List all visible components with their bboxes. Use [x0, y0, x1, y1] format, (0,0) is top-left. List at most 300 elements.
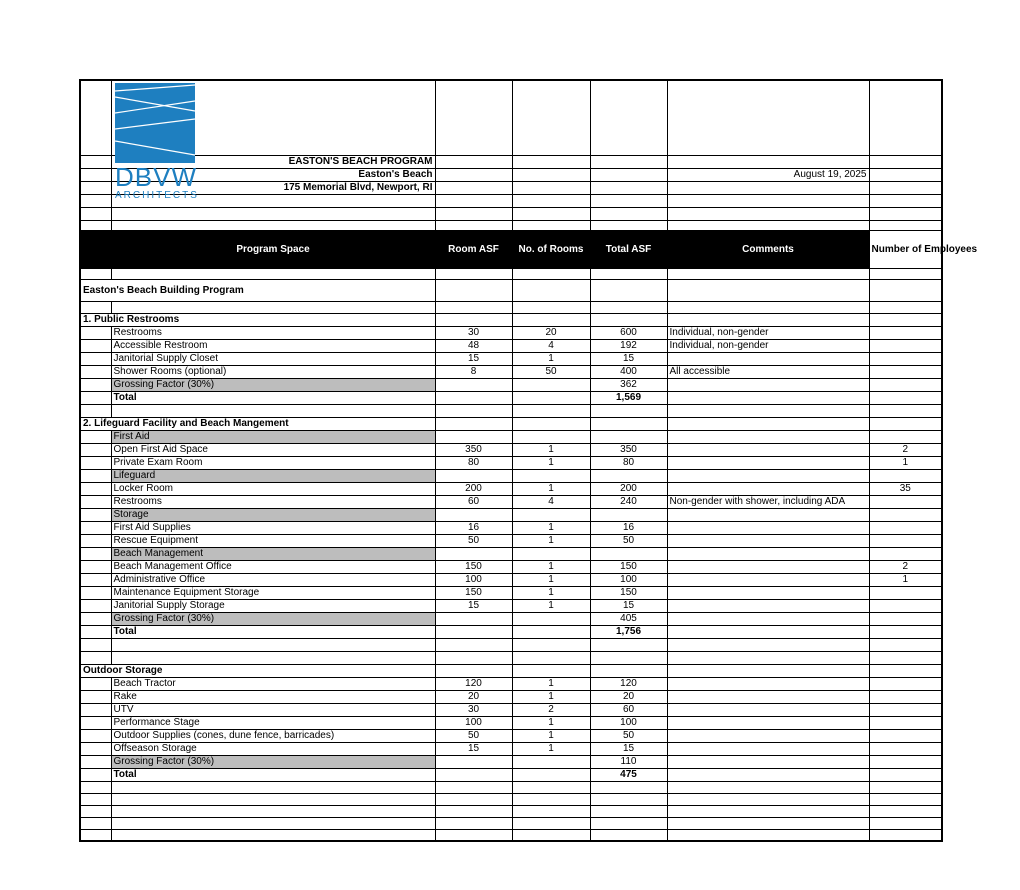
employees: 35	[869, 482, 942, 495]
employees	[869, 391, 942, 404]
total-asf: 16	[590, 521, 667, 534]
empty-cell	[869, 313, 942, 326]
space-name: Beach Tractor	[111, 677, 435, 690]
num-rooms	[512, 625, 590, 638]
empty-cell	[435, 313, 512, 326]
empty-cell	[590, 417, 667, 430]
subsection-label: First Aid	[111, 430, 435, 443]
comment	[667, 703, 869, 716]
col-program-space: Program Space	[111, 230, 435, 268]
empty-cell	[512, 508, 590, 521]
employees	[869, 768, 942, 781]
subsection-label: Lifeguard	[111, 469, 435, 482]
room-asf: 15	[435, 599, 512, 612]
table-row	[80, 443, 942, 456]
empty-cell	[111, 638, 435, 651]
num-rooms	[512, 391, 590, 404]
empty-cell	[435, 404, 512, 417]
num-rooms: 1	[512, 599, 590, 612]
employees: 1	[869, 573, 942, 586]
empty-cell	[590, 404, 667, 417]
space-name: Total	[111, 625, 435, 638]
empty-cell	[435, 417, 512, 430]
employees: 1	[869, 456, 942, 469]
empty-cell	[512, 313, 590, 326]
empty-cell	[512, 638, 590, 651]
empty-cell	[590, 829, 667, 841]
empty-cell	[80, 599, 111, 612]
empty-cell	[80, 805, 111, 817]
room-asf	[435, 625, 512, 638]
num-rooms: 1	[512, 534, 590, 547]
space-name: Shower Rooms (optional)	[111, 365, 435, 378]
spacer-row	[80, 817, 942, 829]
room-asf	[435, 768, 512, 781]
comment	[667, 573, 869, 586]
grossing-row	[80, 612, 942, 625]
room-asf: 50	[435, 534, 512, 547]
program-title: EASTON'S BEACH PROGRAM	[111, 155, 435, 168]
space-name: Performance Stage	[111, 716, 435, 729]
total-asf: 1,756	[590, 625, 667, 638]
employees	[869, 326, 942, 339]
comment	[667, 391, 869, 404]
section-title: 1. Public Restrooms	[80, 313, 435, 326]
comment	[667, 755, 869, 768]
empty-cell	[512, 651, 590, 664]
num-rooms: 1	[512, 742, 590, 755]
total-asf: 192	[590, 339, 667, 352]
room-asf: 15	[435, 352, 512, 365]
total-row	[80, 625, 942, 638]
num-rooms: 1	[512, 729, 590, 742]
room-asf: 100	[435, 716, 512, 729]
empty-cell	[80, 560, 111, 573]
table-row	[80, 365, 942, 378]
empty-cell	[80, 521, 111, 534]
empty-cell	[869, 508, 942, 521]
employees	[869, 716, 942, 729]
room-asf	[435, 755, 512, 768]
empty-cell	[80, 703, 111, 716]
empty-cell	[80, 793, 111, 805]
subsection-row	[80, 430, 942, 443]
employees	[869, 677, 942, 690]
empty-cell	[111, 829, 435, 841]
table-row	[80, 560, 942, 573]
comment	[667, 443, 869, 456]
total-asf: 100	[590, 573, 667, 586]
col-comments: Comments	[667, 230, 869, 268]
total-asf: 150	[590, 586, 667, 599]
empty-cell	[869, 430, 942, 443]
space-name: Janitorial Supply Closet	[111, 352, 435, 365]
space-name: First Aid Supplies	[111, 521, 435, 534]
empty-cell	[869, 417, 942, 430]
employees	[869, 755, 942, 768]
comment	[667, 521, 869, 534]
empty-cell	[80, 677, 111, 690]
num-rooms: 1	[512, 521, 590, 534]
spacer-row	[80, 638, 942, 651]
comment	[667, 586, 869, 599]
table-row	[80, 456, 942, 469]
space-name: Beach Management Office	[111, 560, 435, 573]
table-row	[80, 690, 942, 703]
empty-cell	[80, 716, 111, 729]
empty-cell	[80, 638, 111, 651]
empty-cell	[111, 805, 435, 817]
header-spacer-row	[80, 80, 942, 155]
empty-cell	[80, 729, 111, 742]
empty-cell	[111, 651, 435, 664]
empty-cell	[667, 547, 869, 560]
grossing-row	[80, 378, 942, 391]
empty-cell	[869, 805, 942, 817]
employees	[869, 625, 942, 638]
empty-cell	[512, 664, 590, 677]
employees	[869, 495, 942, 508]
subsection-row	[80, 469, 942, 482]
employees	[869, 729, 942, 742]
num-rooms: 1	[512, 352, 590, 365]
room-asf: 80	[435, 456, 512, 469]
building-program-title: Easton's Beach Building Program	[80, 279, 435, 301]
empty-cell	[435, 805, 512, 817]
room-asf: 15	[435, 742, 512, 755]
table-row	[80, 521, 942, 534]
num-rooms: 50	[512, 365, 590, 378]
comment: All accessible	[667, 365, 869, 378]
num-rooms: 20	[512, 326, 590, 339]
empty-cell	[590, 793, 667, 805]
empty-cell	[80, 378, 111, 391]
space-name: Rake	[111, 690, 435, 703]
empty-cell	[80, 625, 111, 638]
num-rooms: 1	[512, 573, 590, 586]
total-asf: 405	[590, 612, 667, 625]
num-rooms	[512, 768, 590, 781]
num-rooms: 1	[512, 690, 590, 703]
table-row	[80, 482, 942, 495]
total-asf: 20	[590, 690, 667, 703]
subsection-label: Storage	[111, 508, 435, 521]
num-rooms: 1	[512, 716, 590, 729]
empty-cell	[667, 430, 869, 443]
empty-cell	[80, 339, 111, 352]
empty-cell	[435, 781, 512, 793]
col-room-asf: Room ASF	[435, 230, 512, 268]
employees	[869, 612, 942, 625]
total-asf: 120	[590, 677, 667, 690]
empty-cell	[667, 469, 869, 482]
empty-cell	[869, 781, 942, 793]
empty-cell	[667, 817, 869, 829]
empty-cell	[80, 469, 111, 482]
comment	[667, 768, 869, 781]
comment	[667, 716, 869, 729]
empty-cell	[869, 469, 942, 482]
empty-cell	[667, 508, 869, 521]
space-name: Janitorial Supply Storage	[111, 599, 435, 612]
employees	[869, 521, 942, 534]
space-name: Accessible Restroom	[111, 339, 435, 352]
comment	[667, 612, 869, 625]
employees	[869, 703, 942, 716]
empty-cell	[80, 690, 111, 703]
empty-cell	[667, 404, 869, 417]
total-asf: 1,569	[590, 391, 667, 404]
comment: Individual, non-gender	[667, 326, 869, 339]
employees	[869, 352, 942, 365]
empty-cell	[512, 417, 590, 430]
empty-cell	[435, 829, 512, 841]
comment	[667, 560, 869, 573]
table-row	[80, 586, 942, 599]
room-asf: 30	[435, 326, 512, 339]
empty-cell	[80, 352, 111, 365]
empty-cell	[80, 547, 111, 560]
total-asf: 150	[590, 560, 667, 573]
num-rooms: 1	[512, 456, 590, 469]
total-asf: 60	[590, 703, 667, 716]
room-asf: 60	[435, 495, 512, 508]
comment	[667, 677, 869, 690]
logo-lines-icon	[115, 83, 195, 163]
table-row	[80, 352, 942, 365]
room-asf: 350	[435, 443, 512, 456]
total-asf: 600	[590, 326, 667, 339]
empty-cell	[590, 313, 667, 326]
logo-wordmark: DBVW	[115, 162, 197, 192]
empty-cell	[80, 326, 111, 339]
empty-cell	[667, 829, 869, 841]
empty-cell	[80, 404, 111, 417]
empty-cell	[512, 829, 590, 841]
employees	[869, 365, 942, 378]
employees	[869, 586, 942, 599]
room-asf: 200	[435, 482, 512, 495]
empty-cell	[667, 805, 869, 817]
total-asf: 200	[590, 482, 667, 495]
empty-cell	[590, 651, 667, 664]
comment	[667, 690, 869, 703]
space-name: Open First Aid Space	[111, 443, 435, 456]
table-row	[80, 677, 942, 690]
logo-subtitle: ARCHITECTS	[115, 190, 199, 201]
total-asf: 362	[590, 378, 667, 391]
comment	[667, 599, 869, 612]
comment	[667, 378, 869, 391]
table-row	[80, 339, 942, 352]
total-asf: 350	[590, 443, 667, 456]
space-name: Administrative Office	[111, 573, 435, 586]
subsection-row	[80, 508, 942, 521]
comment	[667, 352, 869, 365]
spacer-row	[80, 781, 942, 793]
num-rooms: 4	[512, 339, 590, 352]
comment: Individual, non-gender	[667, 339, 869, 352]
num-rooms: 1	[512, 443, 590, 456]
empty-cell	[111, 793, 435, 805]
total-asf: 400	[590, 365, 667, 378]
spacer-row	[80, 793, 942, 805]
empty-cell	[80, 443, 111, 456]
empty-cell	[590, 547, 667, 560]
empty-cell	[512, 404, 590, 417]
empty-cell	[435, 664, 512, 677]
comment: Non-gender with shower, including ADA	[667, 495, 869, 508]
total-asf: 475	[590, 768, 667, 781]
empty-cell	[512, 817, 590, 829]
table-row	[80, 729, 942, 742]
empty-cell	[435, 638, 512, 651]
comment	[667, 625, 869, 638]
empty-cell	[80, 495, 111, 508]
employees	[869, 534, 942, 547]
room-asf: 20	[435, 690, 512, 703]
empty-cell	[80, 573, 111, 586]
subsection-label: Beach Management	[111, 547, 435, 560]
total-asf: 15	[590, 352, 667, 365]
empty-cell	[80, 482, 111, 495]
table-row	[80, 326, 942, 339]
space-name: Restrooms	[111, 326, 435, 339]
num-rooms	[512, 378, 590, 391]
space-name: Private Exam Room	[111, 456, 435, 469]
empty-cell	[869, 817, 942, 829]
empty-cell	[590, 508, 667, 521]
empty-cell	[435, 469, 512, 482]
empty-cell	[590, 664, 667, 677]
empty-cell	[80, 742, 111, 755]
num-rooms: 4	[512, 495, 590, 508]
section-title-row	[80, 417, 942, 430]
employees: 2	[869, 443, 942, 456]
total-asf: 100	[590, 716, 667, 729]
space-name: Outdoor Supplies (cones, dune fence, barricades)	[111, 729, 435, 742]
space-name: Total	[111, 391, 435, 404]
dbvw-logo	[115, 83, 199, 203]
table-row	[80, 716, 942, 729]
table-row	[80, 534, 942, 547]
empty-cell	[667, 313, 869, 326]
empty-cell	[590, 781, 667, 793]
empty-cell	[80, 534, 111, 547]
space-name: Maintenance Equipment Storage	[111, 586, 435, 599]
spacer-row	[80, 829, 942, 841]
empty-cell	[512, 430, 590, 443]
column-header-row	[80, 230, 942, 268]
space-name: UTV	[111, 703, 435, 716]
total-row	[80, 768, 942, 781]
empty-cell	[435, 547, 512, 560]
empty-cell	[667, 638, 869, 651]
empty-cell	[80, 755, 111, 768]
empty-cell	[667, 664, 869, 677]
room-asf: 150	[435, 586, 512, 599]
num-rooms: 1	[512, 482, 590, 495]
num-rooms: 1	[512, 560, 590, 573]
section-title-row	[80, 313, 942, 326]
room-asf: 100	[435, 573, 512, 586]
num-rooms	[512, 612, 590, 625]
empty-cell	[435, 793, 512, 805]
employees	[869, 742, 942, 755]
empty-cell	[435, 430, 512, 443]
col-total-asf: Total ASF	[590, 230, 667, 268]
total-asf: 15	[590, 599, 667, 612]
room-asf: 30	[435, 703, 512, 716]
total-asf: 50	[590, 729, 667, 742]
comment	[667, 482, 869, 495]
room-asf: 48	[435, 339, 512, 352]
space-name: Restrooms	[111, 495, 435, 508]
employees	[869, 339, 942, 352]
table-row	[80, 703, 942, 716]
empty-cell	[512, 547, 590, 560]
empty-cell	[590, 430, 667, 443]
empty-cell	[80, 586, 111, 599]
empty-cell	[435, 817, 512, 829]
empty-cell	[869, 651, 942, 664]
empty-cell	[80, 651, 111, 664]
empty-cell	[869, 793, 942, 805]
table-row	[80, 599, 942, 612]
location-label: Easton's Beach	[111, 168, 435, 181]
empty-cell	[512, 781, 590, 793]
total-asf: 110	[590, 755, 667, 768]
empty-cell	[512, 793, 590, 805]
empty-cell	[80, 612, 111, 625]
table-row	[80, 573, 942, 586]
total-asf: 240	[590, 495, 667, 508]
employees	[869, 690, 942, 703]
empty-cell	[590, 469, 667, 482]
employees	[869, 378, 942, 391]
total-asf: 80	[590, 456, 667, 469]
empty-cell	[590, 817, 667, 829]
comment	[667, 456, 869, 469]
empty-cell	[435, 508, 512, 521]
room-asf: 150	[435, 560, 512, 573]
section-title: 2. Lifeguard Facility and Beach Mangement	[80, 417, 435, 430]
empty-cell	[80, 508, 111, 521]
doc-title-row	[80, 279, 942, 301]
num-rooms: 2	[512, 703, 590, 716]
empty-cell	[869, 829, 942, 841]
empty-cell	[667, 417, 869, 430]
num-rooms: 1	[512, 586, 590, 599]
empty-cell	[869, 547, 942, 560]
empty-cell	[869, 638, 942, 651]
col-num-rooms: No. of Rooms	[512, 230, 590, 268]
total-row	[80, 391, 942, 404]
program-table	[79, 79, 978, 842]
empty-cell	[111, 817, 435, 829]
empty-cell	[590, 638, 667, 651]
spacer-row	[80, 651, 942, 664]
room-asf	[435, 391, 512, 404]
empty-cell	[512, 805, 590, 817]
section-title-row	[80, 664, 942, 677]
empty-cell	[80, 781, 111, 793]
employees	[869, 599, 942, 612]
empty-cell	[80, 430, 111, 443]
empty-cell	[667, 793, 869, 805]
empty-cell	[869, 664, 942, 677]
space-name: Locker Room	[111, 482, 435, 495]
